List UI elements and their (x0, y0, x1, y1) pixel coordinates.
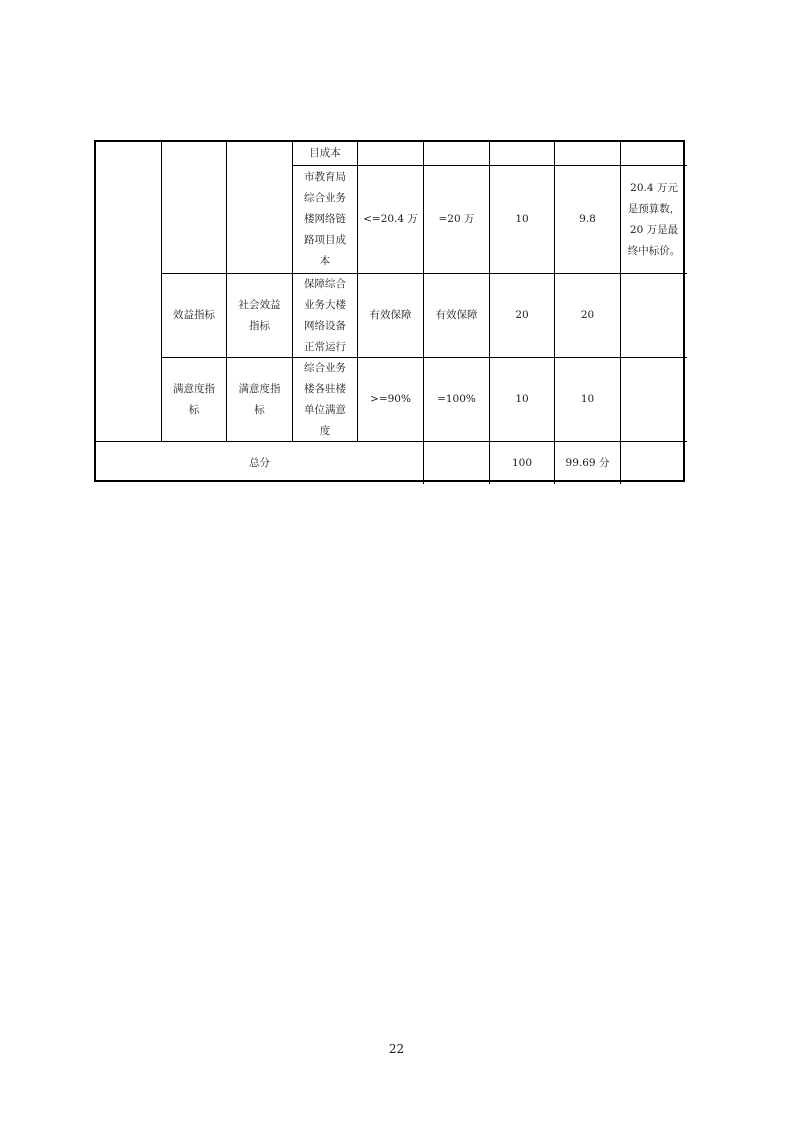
actual-value-cell-cost-tail (424, 142, 490, 166)
score-text: 20 (580, 309, 595, 321)
indicator-text: 市教育局综合业务楼网络链路项目成本 (304, 171, 346, 267)
indicator-text: 综合业务楼各驻楼单位满意度 (304, 361, 346, 437)
score-cell-social (555, 274, 621, 358)
weight-cell-satisfaction (490, 358, 555, 442)
weight-text: 20 (515, 309, 529, 321)
actual-value-text: =20 万 (438, 213, 475, 225)
actual-value-cell-social (424, 274, 490, 358)
score-text: 10 (580, 393, 595, 405)
total-note-cell (621, 442, 687, 484)
level2-indicator-cell-social (162, 274, 227, 358)
actual-value-cell-satisfaction (424, 358, 490, 442)
total-label-cell (96, 442, 424, 484)
indicator-cell-social (293, 274, 358, 358)
level3-indicator-cell-social (227, 274, 293, 358)
actual-value-text: 有效保障 (435, 309, 478, 321)
level1-indicator-cell (96, 142, 162, 442)
total-weight-cell (490, 442, 555, 484)
total-label: 总分 (249, 456, 270, 469)
annual-target-cell-cost-tail (358, 142, 424, 166)
annual-target-cell-social (358, 274, 424, 358)
note-text: 20.4 万元是预算数，20 万是最终中标价。 (627, 181, 681, 257)
weight-cell-cost (490, 166, 555, 274)
annual-target-text: <=20.4 万 (363, 213, 418, 225)
score-cell-satisfaction (555, 358, 621, 442)
level3-indicator-cell-satisfaction (227, 358, 293, 442)
weight-text: 10 (515, 213, 529, 225)
level3-text: 满意度指标 (238, 382, 281, 416)
note-cell-social (621, 274, 687, 358)
indicator-text: 目成本 (309, 147, 341, 159)
level2-text: 效益指标 (173, 309, 215, 321)
annual-target-text: >=90% (370, 393, 411, 405)
page-number: 22 (388, 1042, 405, 1056)
annual-target-cell-satisfaction (358, 358, 424, 442)
annual-target-cell-cost (358, 166, 424, 274)
level2-text: 满意度指标 (173, 382, 215, 416)
indicator-cell-cost (293, 166, 358, 274)
indicator-cell-satisfaction (293, 358, 358, 442)
total-score: 99.69 分 (565, 456, 610, 469)
note-cell-satisfaction (621, 358, 687, 442)
actual-value-text: =100% (437, 393, 476, 405)
score-text: 9.8 (579, 213, 596, 225)
indicator-text: 保障综合业务大楼网络设备正常运行 (304, 277, 346, 353)
total-empty-cell (424, 442, 490, 484)
score-cell-cost-tail (555, 142, 621, 166)
note-cell-cost-tail (621, 142, 687, 166)
level2-indicator-cell-cost (162, 142, 227, 274)
score-cell-cost (555, 166, 621, 274)
weight-text: 10 (515, 393, 529, 405)
level3-text: 社会效益指标 (238, 298, 281, 332)
weight-cell-social (490, 274, 555, 358)
actual-value-cell-cost (424, 166, 490, 274)
total-score-cell (555, 442, 621, 484)
level3-indicator-cell-cost (227, 142, 293, 274)
level2-indicator-cell-satisfaction (162, 358, 227, 442)
indicator-cell-cost-tail (293, 142, 358, 166)
performance-evaluation-table (94, 140, 685, 482)
total-weight: 100 (511, 456, 533, 469)
weight-cell-cost-tail (490, 142, 555, 166)
annual-target-text: 有效保障 (369, 309, 412, 321)
note-cell-cost (621, 166, 687, 274)
